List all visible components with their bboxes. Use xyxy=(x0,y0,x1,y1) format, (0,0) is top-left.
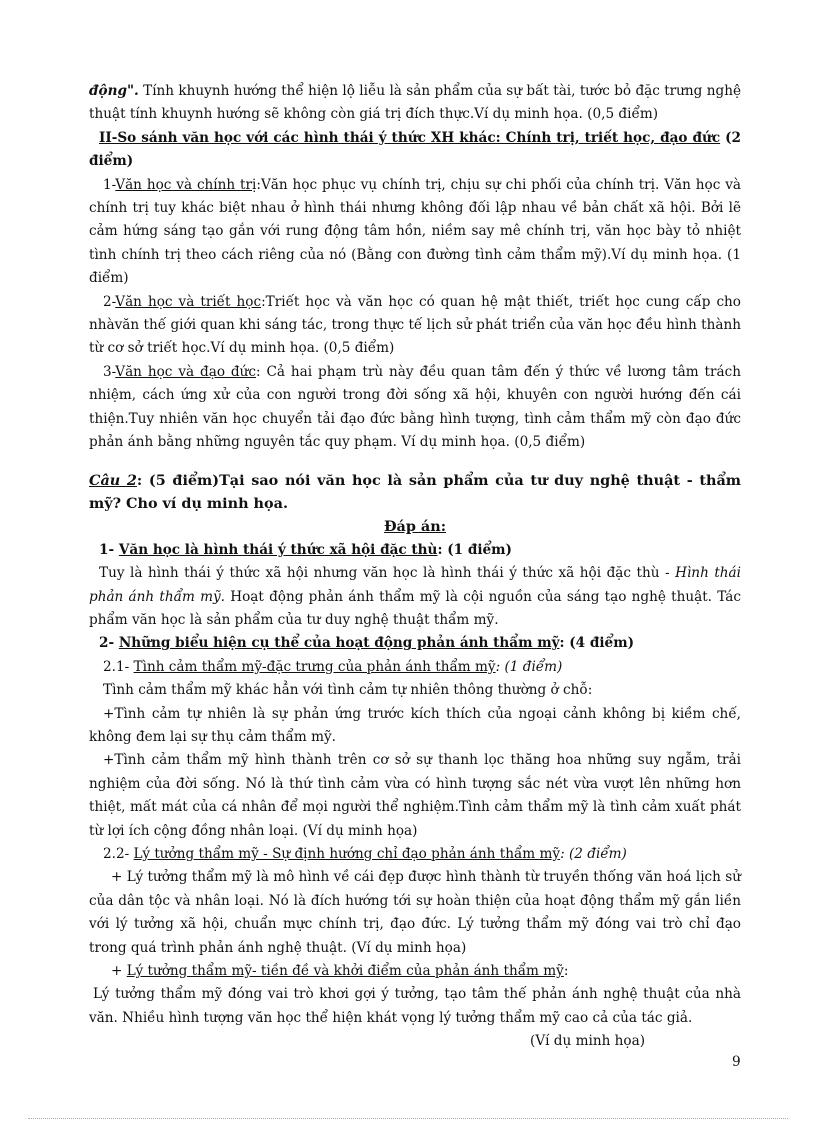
section-prefix: 1- xyxy=(99,541,119,558)
text-part: Tuy là hình thái ý thức xã hội nhưng văn học là hình thái ý thức xã hội đặc thù - xyxy=(99,565,676,582)
section-points: : (4 điểm) xyxy=(559,635,635,652)
paragraph-text: Tính khuynh hướng thể hiện lộ liễu là sản phẩm của sự bất tài, tước bỏ đặc trưng nghệ thuật tính khuynh hướng sẽ không còn giá trị đích thực.Ví dụ minh họa. (0,5 điểm) xyxy=(89,83,741,123)
item-prefix: 1- xyxy=(103,176,116,193)
question-colon: : xyxy=(136,471,143,489)
subsection-prefix: 2.1- xyxy=(103,658,134,675)
italic-word: động". xyxy=(89,83,139,99)
section-points: : (1 điểm) xyxy=(437,541,512,558)
subsection-2-1 xyxy=(89,656,741,679)
paragraph-tendency xyxy=(89,80,741,127)
answer-title xyxy=(89,515,741,538)
item-text: : Cả hai phạm trù này đều quan tâm đến ý thức về lương tâm trách nhiệm, cách ứng xử của con người trong đời sống xã hội, khuyên con người hướng đến cái thiện.Tuy nhiên văn học chuyển tải đạo đức bằng hình tượng, tình cảm thẩm mỹ còn đạo đức phản ánh bằng những nguyên tắc quy phạm. Ví dụ minh họa. (0,5 điểm) xyxy=(89,363,741,451)
subsection-2-1-intro: Tình cảm thẩm mỹ khác hẳn với tình cảm tự nhiên thông thường ở chỗ: xyxy=(103,682,593,699)
item-text: :Triết học và văn học có quan hệ mật thiết, triết học cung cấp cho nhàvăn thế giới quan khi sáng tác, trong thực tế lịch sử phát triển của văn học đều hình thành từ cơ sở triết học.Ví dụ minh họa. (0,5 điểm) xyxy=(89,293,741,357)
subsection-title: Tình cảm thẩm mỹ-đặc trưng của phản ánh thẩm mỹ xyxy=(133,658,496,675)
item-literature-ethics xyxy=(89,361,741,455)
section-heading-points: (2 điểm) xyxy=(89,129,741,170)
bullet-colon: : xyxy=(563,963,569,980)
item-prefix: 2- xyxy=(103,293,116,310)
subsection-2-2 xyxy=(89,843,741,866)
bullet-natural-emotion: +Tình cảm tự nhiên là sự phản ứng trước kích thích của ngoại cảnh không bị kiềm chế, không đem lại sự thụ cảm thẩm mỹ. xyxy=(89,705,741,745)
footer-divider xyxy=(28,1118,788,1119)
question-text: (5 điểm)Tại sao nói văn học là sản phẩm của tư duy nghệ thuật - thẩm mỹ? Cho ví dụ minh họa. xyxy=(89,471,741,512)
question-2 xyxy=(89,469,741,516)
item-text: :Văn học phục vụ chính trị, chịu sự chi phối của chính trị. Văn học và chính trị tuy khác biệt nhau ở hình thái nhưng không đối lập nhau về bản chất xã hội. Bởi lẽ cảm hứng sáng tạo gắn với rung động tâm hồn, niềm say mê chính trị, văn học bày tỏ nhiệt tình chính trị theo cách riêng của nó (Bằng con đường tình cảm thẩm mỹ).Ví dụ minh họa. (1 điểm) xyxy=(89,176,741,287)
bullet-aesthetic-ideal: + Lý tưởng thẩm mỹ là mô hình về cái đẹp được hình thành từ truyền thống văn hoá lịch sử của dân tộc và nhân loại. Nó là đích hướng tới sự hoàn thiện của hoạt động thẩm mỹ gắn liền với lý tưởng xã hội, chuẩn mực chính trị, đạo đức. Lý tưởng thẩm mỹ đóng vai trò chỉ đạo trong quá trình phản ánh nghệ thuật. (Ví dụ minh họa) xyxy=(89,869,741,956)
bullet-ideal-premise-title xyxy=(89,960,741,983)
section-heading-comparison xyxy=(89,127,741,174)
subsection-points: : (1 điểm) xyxy=(495,658,563,675)
example-note: (Ví dụ minh họa) xyxy=(530,1033,645,1050)
item-literature-philosophy xyxy=(89,291,741,361)
item-title: Văn học và triết học xyxy=(115,293,262,310)
subsection-points: : (2 điểm) xyxy=(560,846,627,862)
section-prefix: 2- xyxy=(99,635,119,652)
subsection-prefix: 2.2- xyxy=(103,846,134,862)
bullet-aesthetic-emotion: +Tình cảm thẩm mỹ hình thành trên cơ sở sự thanh lọc thăng hoa những suy ngẫm, trải nghiệm của đời sống. Nó là thứ tình cảm vừa có hình tượng sắc nét vừa vượt lên những hơn thiệt, mất mát của cá nhân để mọi người thể nghiệm.Tình cảm thẩm mỹ là tình cảm xuất phát từ lợi ích cộng đồng nhân loại. (Ví dụ minh họa) xyxy=(89,752,741,839)
bullet-title: Lý tưởng thẩm mỹ- tiền đề và khởi điểm của phản ánh thẩm mỹ xyxy=(126,963,564,980)
subsection-title: Lý tưởng thẩm mỹ - Sự định hướng chỉ đạo phản ánh thẩm mỹ xyxy=(133,846,561,862)
spacer xyxy=(89,455,741,469)
answer-section-1 xyxy=(89,539,741,562)
section-heading-title: II-So sánh văn học với các hình thái ý thức XH khác: Chính trị, triết học, đạo đức xyxy=(99,129,721,146)
item-title: Văn học và đạo đức xyxy=(115,363,256,380)
bullet-prefix: + xyxy=(111,963,127,980)
answer-title-text: Đáp án: xyxy=(383,518,447,536)
text-part: Hoạt động phản ánh thẩm mỹ là cội nguồn của sáng tạo nghệ thuật. Tác phẩm văn học là sản phẩm của tư duy nghệ thuật thẩm mỹ. xyxy=(89,588,741,628)
item-prefix: 3- xyxy=(103,363,116,380)
section-title: Những biểu hiện cụ thể của hoạt động phản ánh thẩm mỹ xyxy=(118,635,560,652)
answer-section-1-text xyxy=(89,562,741,632)
item-literature-politics xyxy=(89,174,741,291)
document-page xyxy=(89,80,741,1054)
item-title: Văn học và chính trị xyxy=(115,176,257,193)
bullet-ideal-premise-text: Lý tưởng thẩm mỹ đóng vai trò khơi gợi ý tưởng, tạo tâm thế phản ánh nghệ thuật của nhà văn. Nhiều hình tượng văn học thể hiện khát vọng lý tưởng thẩm mỹ cao cả của tác giả. xyxy=(89,986,741,1026)
section-title: Văn học là hình thái ý thức xã hội đặc thù xyxy=(118,541,438,558)
question-label: Câu 2 xyxy=(89,471,137,489)
italic-text: Hình thái phản ánh thẩm mỹ. xyxy=(89,565,741,605)
page-number: 9 xyxy=(732,1054,741,1070)
answer-section-2 xyxy=(89,632,741,655)
